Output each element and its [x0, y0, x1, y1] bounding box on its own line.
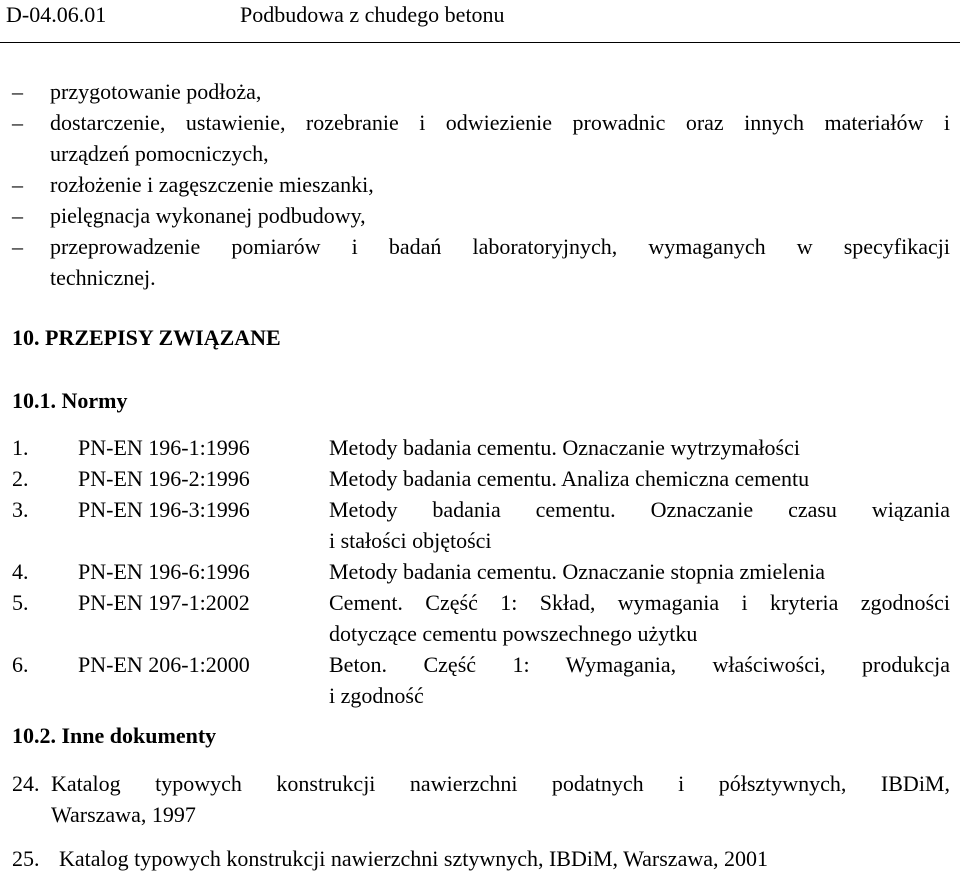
- norm-number: 1.: [12, 435, 29, 460]
- norm-description-line: dotyczące cementu powszechnego użytku: [329, 621, 698, 646]
- work-scope-list: [0, 76, 960, 293]
- norm-description: [329, 463, 950, 494]
- norm-code: PN-EN 196-2:1996: [78, 466, 250, 491]
- norm-description: [329, 494, 950, 556]
- list-item-text: przygotowanie podłoża,: [50, 79, 262, 104]
- norm-number: 2.: [12, 466, 29, 491]
- dash-bullet: –: [12, 172, 23, 197]
- section-heading-10-2: 10.2. Inne dokumenty: [12, 723, 217, 748]
- document-number: 25.: [12, 846, 40, 871]
- document-text-line: Warszawa, 1997: [51, 802, 196, 827]
- norm-code: PN-EN 196-3:1996: [78, 497, 250, 522]
- list-item-text-line: przeprowadzenie pomiarów i badań laboratoryjnych, wymaganych w specyfikacji: [50, 234, 950, 259]
- norm-description-line: i zgodność: [329, 683, 424, 708]
- list-item: [0, 169, 960, 200]
- norm-row: [0, 556, 960, 587]
- norm-row: [0, 432, 960, 463]
- document-item: [0, 843, 960, 874]
- list-item-text-line: technicznej.: [50, 265, 156, 290]
- document-text: [51, 768, 950, 830]
- norm-description-line: Metody badania cementu. Oznaczanie stopnia zmielenia: [329, 559, 826, 584]
- norm-number: 4.: [12, 559, 29, 584]
- norm-code: PN-EN 197-1:2002: [78, 590, 250, 615]
- norm-description: [329, 587, 950, 649]
- norm-description-line: Beton. Część 1: Wymagania, właściwości, produkcja: [329, 652, 950, 677]
- norms-list: [0, 432, 960, 711]
- norm-row: [0, 463, 960, 494]
- norm-code: PN-EN 206-1:2000: [78, 652, 250, 677]
- document-item: [0, 768, 960, 830]
- section-heading-10-1: 10.1. Normy: [12, 388, 128, 413]
- norm-number: 6.: [12, 652, 29, 677]
- list-item: [0, 107, 960, 169]
- document-title: Podbudowa z chudego betonu: [240, 2, 505, 27]
- document-code: D-04.06.01: [6, 2, 107, 27]
- norm-description-line: Metody badania cementu. Oznaczanie wytrzymałości: [329, 435, 800, 460]
- list-item: [0, 231, 960, 293]
- norm-description-line: Metody badania cementu. Oznaczanie czasu wiązania: [329, 497, 950, 522]
- norm-description-line: i stałości objętości: [329, 528, 492, 553]
- list-item-text-line: dostarczenie, ustawienie, rozebranie i odwiezienie prowadnic oraz innych materiałów i: [50, 110, 950, 135]
- norm-description-line: Cement. Część 1: Skład, wymagania i kryteria zgodności: [329, 590, 950, 615]
- list-item: [0, 200, 960, 231]
- page-header: [0, 0, 960, 43]
- section-heading-10: 10. PRZEPISY ZWIĄZANE: [12, 325, 281, 350]
- document-text-line: Katalog typowych konstrukcji nawierzchni podatnych i półsztywnych, IBDiM,: [51, 771, 950, 796]
- list-item-text: rozłożenie i zagęszczenie mieszanki,: [50, 172, 374, 197]
- document-text: [59, 843, 950, 874]
- norm-description-line: Metody badania cementu. Analiza chemiczna cementu: [329, 466, 810, 491]
- dash-bullet: –: [12, 203, 23, 228]
- norm-row: [0, 494, 960, 556]
- list-item-text: pielęgnacja wykonanej podbudowy,: [50, 203, 366, 228]
- norm-row: [0, 587, 960, 649]
- norm-row: [0, 649, 960, 711]
- document-number: 24.: [12, 771, 40, 796]
- dash-bullet: –: [12, 234, 23, 259]
- list-item: [0, 76, 960, 107]
- norm-description: [329, 649, 950, 711]
- norm-code: PN-EN 196-6:1996: [78, 559, 250, 584]
- norm-description: [329, 556, 950, 587]
- norm-code: PN-EN 196-1:1996: [78, 435, 250, 460]
- list-item-text-line: urządzeń pomocniczych,: [50, 141, 269, 166]
- dash-bullet: –: [12, 79, 23, 104]
- document-text-line: Katalog typowych konstrukcji nawierzchni sztywnych, IBDiM, Warszawa, 2001: [59, 846, 768, 871]
- norm-number: 5.: [12, 590, 29, 615]
- norm-description: [329, 432, 950, 463]
- norm-number: 3.: [12, 497, 29, 522]
- dash-bullet: –: [12, 110, 23, 135]
